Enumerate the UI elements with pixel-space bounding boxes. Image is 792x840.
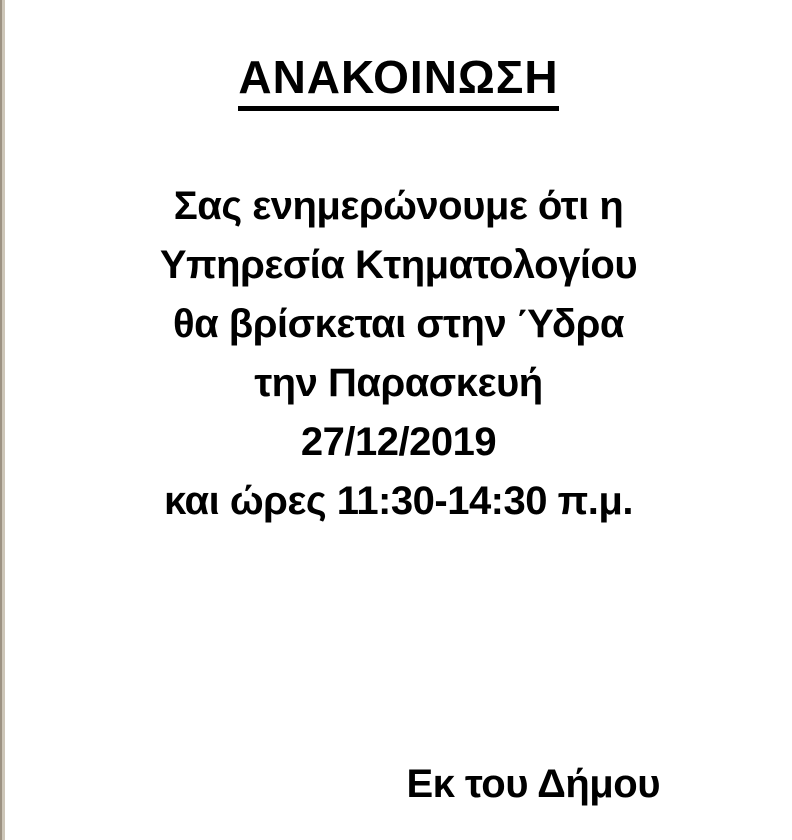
announcement-line-hours: και ώρες 11:30-14:30 π.μ.: [164, 478, 633, 523]
announcement-page: [5, 0, 792, 840]
title-container: [5, 52, 792, 111]
announcement-line-date: 27/12/2019: [300, 419, 497, 464]
page-title: ΑΝΑΚΟΙΝΩΣΗ: [238, 52, 558, 111]
announcement-line: την Παρασκευή: [254, 360, 543, 405]
announcement-body: [5, 177, 792, 531]
announcement-line: Σας ενημερώνουμε ότι η: [173, 183, 624, 228]
announcement-line: Υπηρεσία Κτηματολογίου: [159, 242, 638, 287]
signature-text: Εκ του Δήμου: [406, 762, 660, 806]
announcement-line: θα βρίσκεται στην Ύδρα: [172, 301, 624, 346]
